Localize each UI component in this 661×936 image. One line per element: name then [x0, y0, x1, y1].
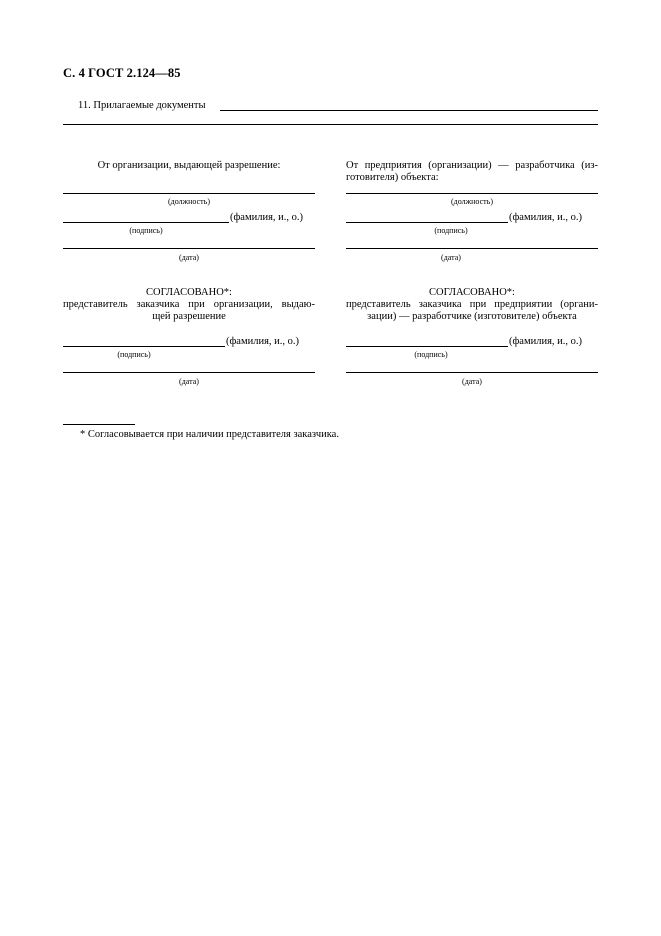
left-agreed-date-line: [63, 372, 315, 373]
right-name-suffix: (фамилия, и., о.): [509, 212, 583, 223]
left-agreed-desc-line2: щей разрешение: [152, 311, 226, 322]
right-date-line: [346, 248, 598, 249]
left-agreed-name-suffix: (фамилия, и., о.): [226, 336, 300, 347]
footnote-rule: [63, 424, 135, 425]
right-position-line: [346, 193, 598, 194]
left-agreed-date-caption: (дата): [179, 377, 199, 386]
left-agreed-title: СОГЛАСОВАНО*:: [146, 287, 232, 298]
attached-documents-label: 11. Прилагаемые документы: [78, 100, 206, 111]
left-position-line: [63, 193, 315, 194]
left-signature-line: [63, 222, 229, 223]
right-agreed-date-line: [346, 372, 598, 373]
page-header: С. 4 ГОСТ 2.124—85: [63, 66, 181, 80]
right-agreed-date-caption: (дата): [462, 377, 482, 386]
right-agreed-signature-caption: (подпись): [414, 350, 448, 359]
right-position-caption: (должность): [451, 197, 493, 206]
left-signature-caption: (подпись): [129, 226, 163, 235]
left-date-line: [63, 248, 315, 249]
right-agreed-desc-line1: представитель заказчика при предприятии (органи-: [346, 299, 598, 310]
right-signature-caption: (подпись): [434, 226, 468, 235]
footnote-text: * Согласовывается при наличии представителя заказчика.: [80, 429, 339, 440]
left-heading: От организации, выдающей разрешение:: [97, 160, 281, 171]
left-name-suffix: (фамилия, и., о.): [230, 212, 304, 223]
left-agreed-signature-line: [63, 346, 225, 347]
attached-documents-line-2: [63, 124, 598, 125]
right-agreed-desc-line2: зации) — разработчике (изготовителе) объекта: [367, 311, 577, 322]
left-position-caption: (должность): [168, 197, 210, 206]
right-heading-line1: От предприятия (организации) — разработчика (из-: [346, 160, 598, 171]
left-date-caption: (дата): [179, 253, 199, 262]
right-agreed-title: СОГЛАСОВАНО*:: [429, 287, 515, 298]
right-agreed-signature-line: [346, 346, 508, 347]
right-date-caption: (дата): [441, 253, 461, 262]
right-signature-line: [346, 222, 508, 223]
right-agreed-name-suffix: (фамилия, и., о.): [509, 336, 583, 347]
left-agreed-signature-caption: (подпись): [117, 350, 151, 359]
right-heading-line2: готовителя) объекта:: [346, 172, 439, 183]
left-agreed-desc-line1: представитель заказчика при организации, выдаю-: [63, 299, 315, 310]
attached-documents-line: [220, 110, 598, 111]
